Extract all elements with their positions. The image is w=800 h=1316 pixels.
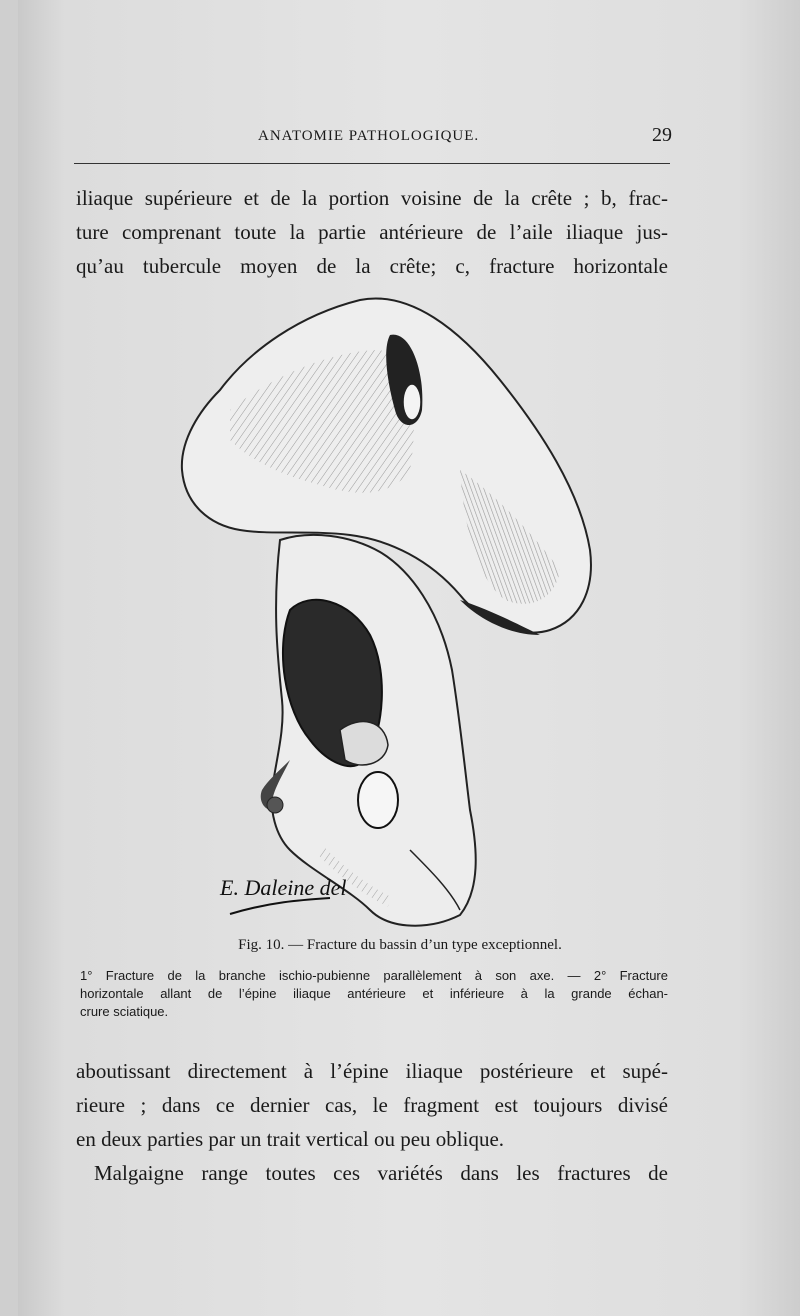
- text-line: qu’au tubercule moyen de la crête; c, fracture horizontale: [76, 254, 668, 278]
- legend-line: 1° Fracture de la branche ischio-pubienne parallèlement à son axe. — 2° Fracture: [80, 968, 668, 983]
- text-line: ture comprenant toute la partie antérieure de l’aile iliaque jus-: [76, 220, 668, 244]
- text-line: Malgaigne range toutes ces variétés dans les fractures de: [94, 1161, 668, 1185]
- paragraph-top: [76, 181, 668, 283]
- header-rule: [74, 163, 670, 164]
- text-line: aboutissant directement à l’épine iliaque postérieure et supé-: [76, 1059, 668, 1083]
- obturator-foramen-shape: [358, 772, 398, 828]
- page-number: 29: [652, 124, 672, 146]
- figure-caption: Fig. 10. — Fracture du bassin d’un type exceptionnel.: [238, 937, 562, 953]
- pelvis-fracture-illustration: [160, 290, 600, 940]
- running-title: ANATOMIE PATHOLOGIQUE.: [258, 128, 480, 144]
- text-line: en deux parties par un trait vertical ou peu oblique.: [76, 1127, 505, 1151]
- text-line: rieure ; dans ce dernier cas, le fragment est toujours divisé: [76, 1093, 668, 1117]
- text-line: iliaque supérieure et de la portion voisine de la crête ; b, frac-: [76, 186, 668, 210]
- paragraph-bottom: [76, 1054, 668, 1190]
- legend-line: crure sciatique.: [80, 1004, 169, 1019]
- legend-line: horizontale allant de l’épine iliaque antérieure et inférieure à la grande échan-: [80, 986, 668, 1001]
- illustrator-signature: E. Daleine del: [220, 875, 347, 900]
- figure-legend: [80, 967, 668, 1021]
- running-head: [0, 124, 800, 152]
